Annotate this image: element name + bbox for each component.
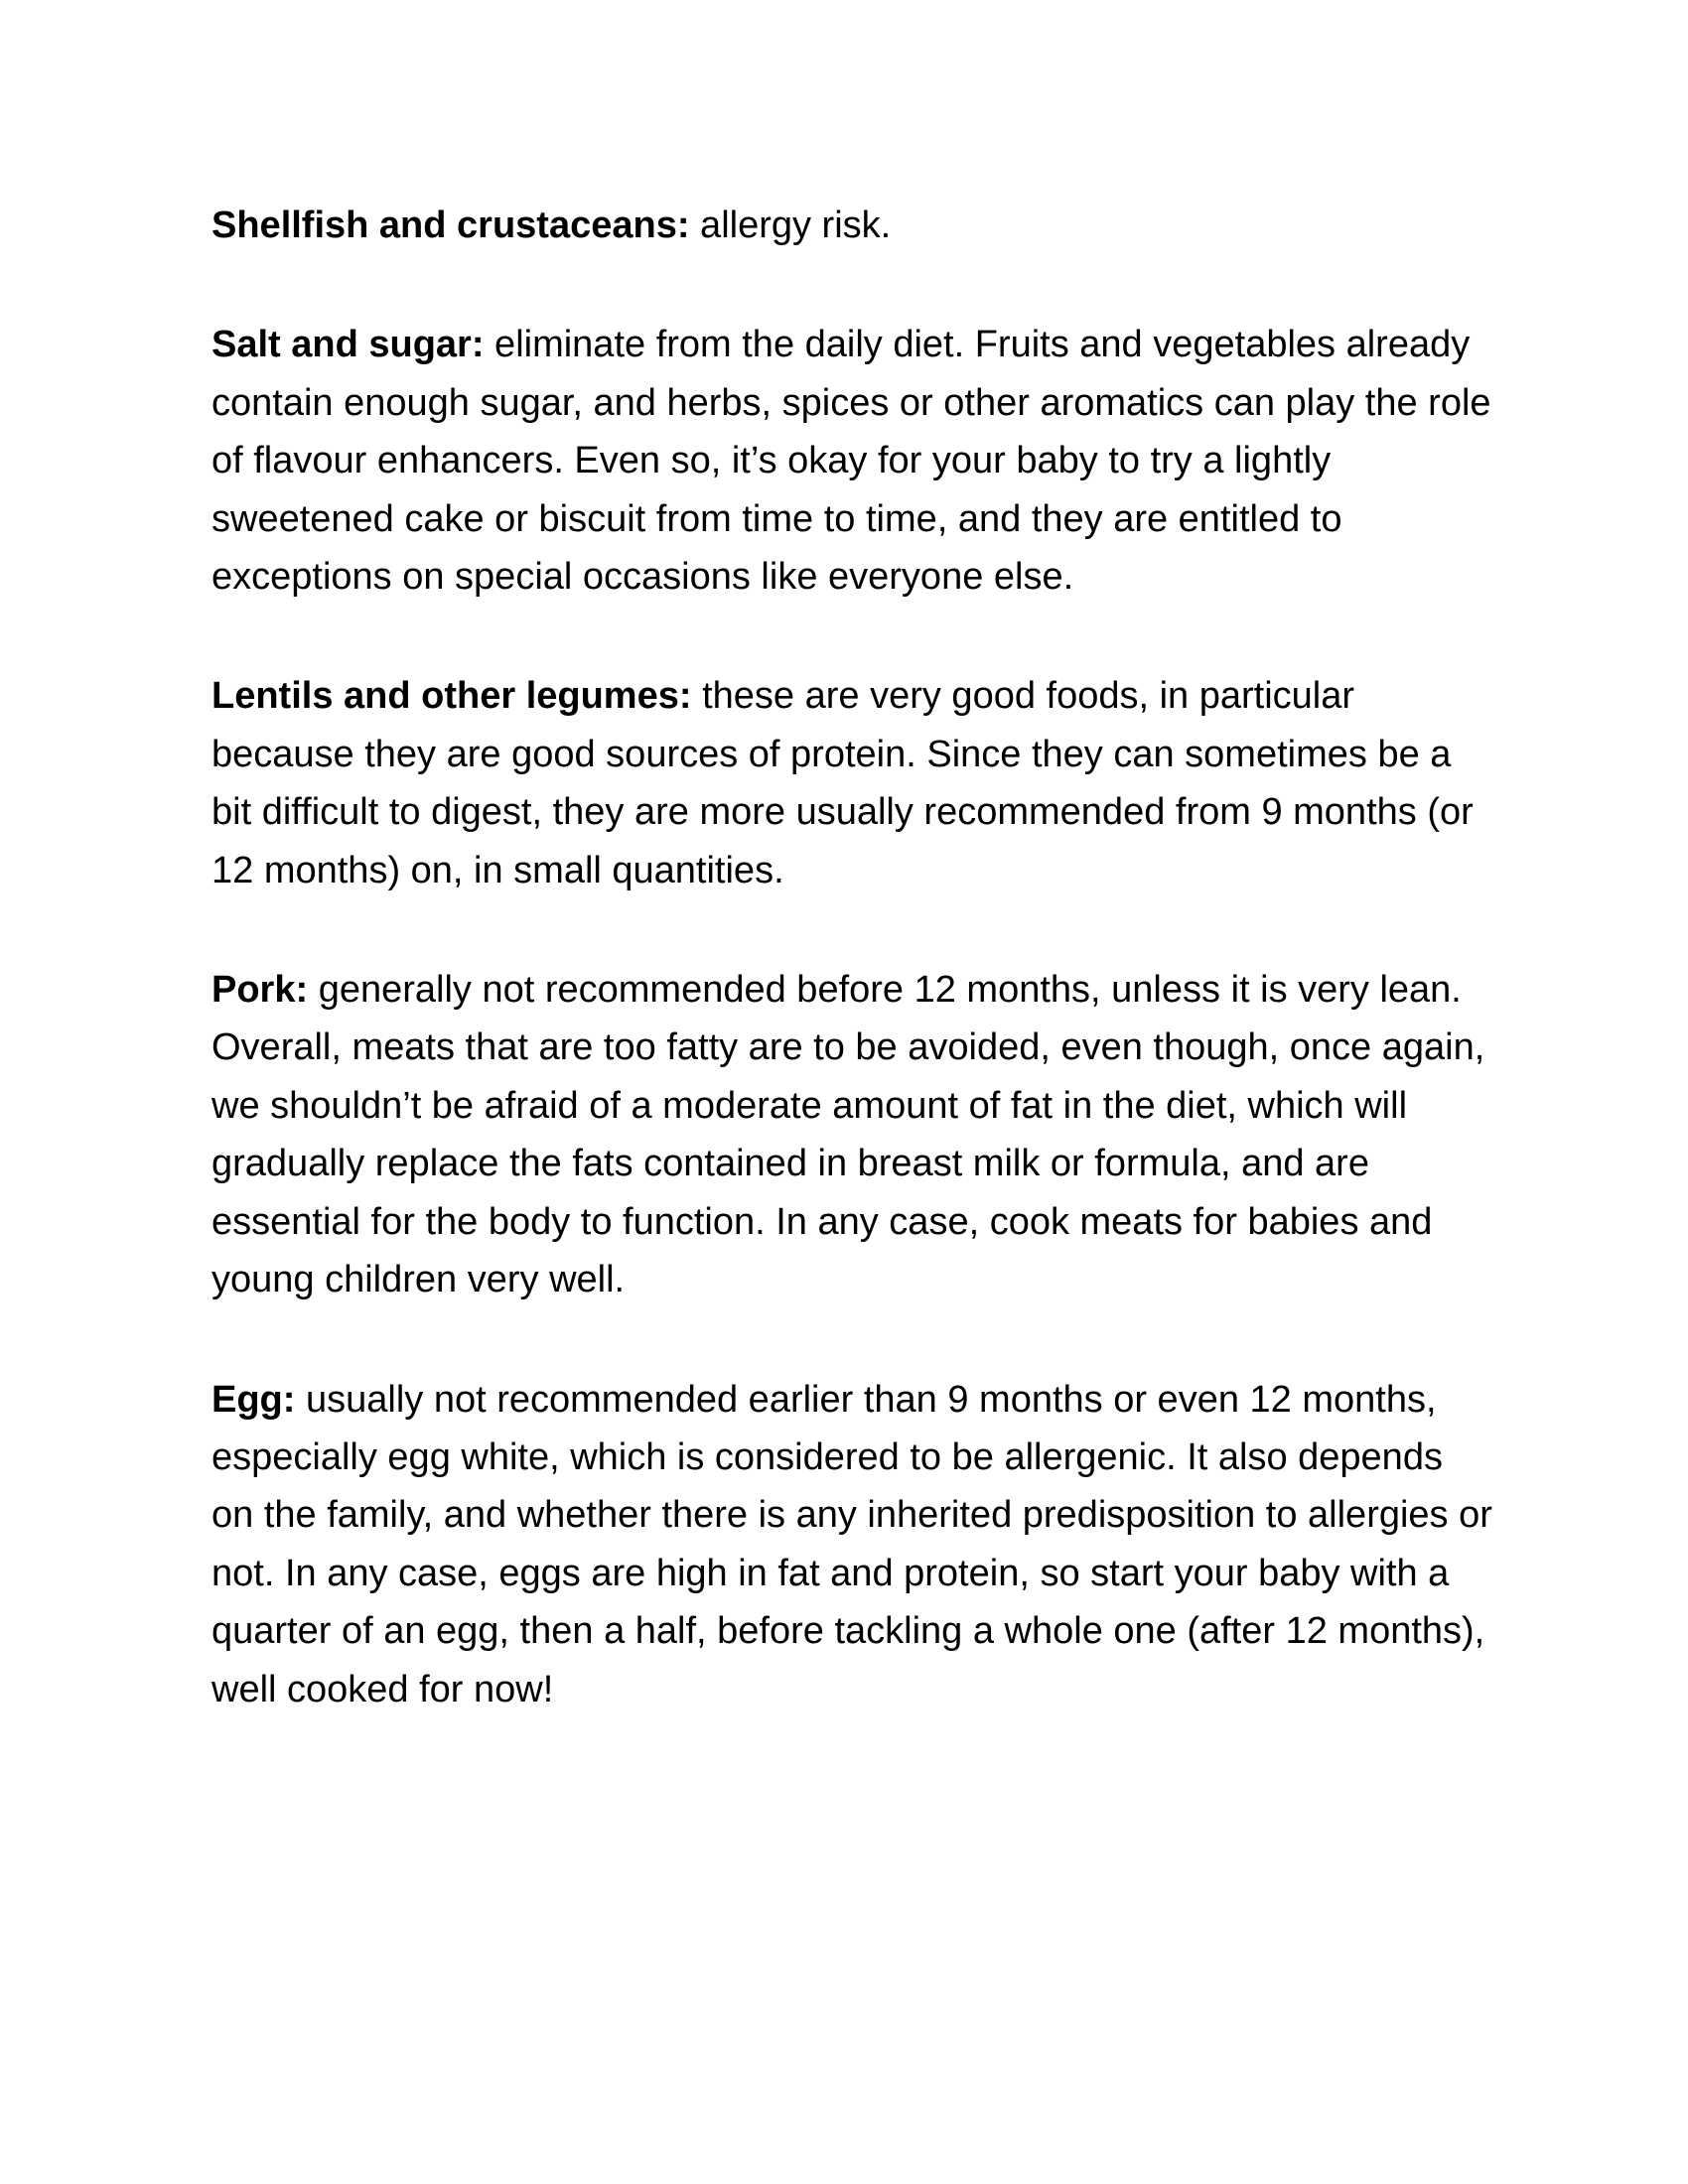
page-body (211, 197, 1492, 1718)
entry-salt-sugar (211, 316, 1492, 606)
entry-text: allergy risk. (689, 205, 892, 246)
entry-shellfish (211, 197, 1492, 254)
entry-legumes (211, 667, 1492, 899)
entry-text: eliminate from the daily diet. Fruits and vegetables already contain enough sugar, and herbs, spices or other aromatics can play the role of flavour enhancers. Even so, it’s okay for your baby to try a lightly sweetened cake or biscuit from time to time, and they are entitled to exceptions on special occasions like everyone else. (211, 324, 1491, 599)
entry-term: Lentils and other legumes: (211, 675, 692, 718)
entry-term: Pork: (211, 969, 309, 1012)
entry-egg (211, 1371, 1492, 1718)
entry-term: Egg: (211, 1378, 296, 1421)
entry-term: Salt and sugar: (211, 324, 485, 366)
entry-text: generally not recommended before 12 months, unless it is very lean. Overall, meats that are too fatty are to be avoided, even though, once again, we shouldn’t be afraid of a moderate amount of fat in the diet, which will gradually replace the fats contained in breast milk or formula, and are essential for the body to function. In any case, cook meats for babies and young children very well. (211, 969, 1485, 1301)
entry-text: these are very good foods, in particular because they are good sources of protein. Since they can sometimes be a bit difficult to digest, they are more usually recommended from 9 months (or 12 months) on, in small quantities. (211, 675, 1474, 891)
entry-term: Shellfish and crustaceans: (211, 205, 690, 246)
entry-pork (211, 961, 1492, 1308)
entry-text: usually not recommended earlier than 9 months or even 12 months, especially egg white, which is considered to be allergenic. It also depends on the family, and whether there is any inherited predisposition to allergies or not. In any case, eggs are high in fat and protein, so start your baby with a quarter of an egg, then a half, before tackling a whole one (after 12 months), well cooked for now! (211, 1378, 1492, 1710)
